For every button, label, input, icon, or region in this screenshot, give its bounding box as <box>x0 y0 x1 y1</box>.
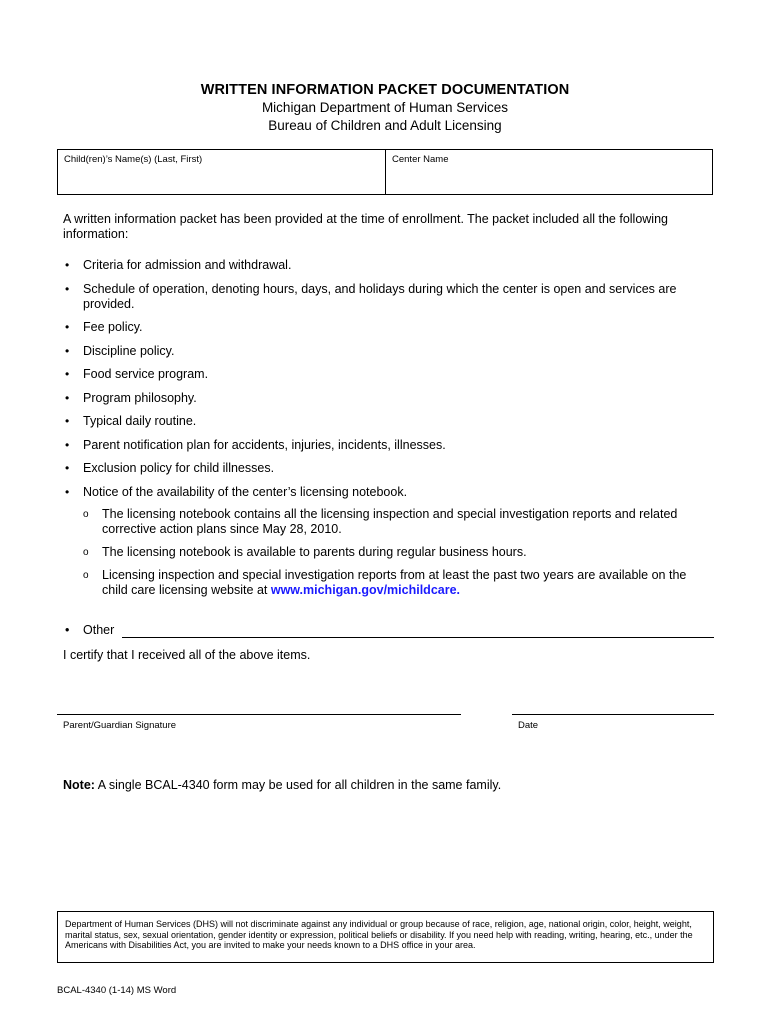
other-row <box>63 623 714 638</box>
date-line[interactable] <box>512 714 714 715</box>
form-identifier: BCAL-4340 (1-14) MS Word <box>57 985 177 996</box>
intro-paragraph: A written information packet has been provided at the time of enrollment. The packet included all the following information: <box>63 212 668 241</box>
licensing-notebook-sublist <box>83 507 713 598</box>
document-title: WRITTEN INFORMATION PACKET DOCUMENTATION <box>200 82 570 98</box>
list-item: • Typical daily routine. <box>65 414 197 428</box>
list-item: • Program philosophy. <box>65 390 197 405</box>
certification-statement: I certify that I received all of the above items. <box>63 648 311 662</box>
bullet-icon: • <box>65 390 70 405</box>
bullet-icon: • <box>65 414 70 428</box>
list-item: • Parent notification plan for accidents, injuries, incidents, illnesses. <box>65 437 446 452</box>
circle-bullet-icon: o <box>83 508 89 520</box>
bullet-icon: • <box>65 320 70 334</box>
other-label: Other <box>83 623 115 637</box>
circle-bullet-icon: o <box>83 569 89 581</box>
list-item: o The licensing notebook contains all the licensing inspection and special investigation reports and related corrective action plans since May 28, 2010. <box>83 506 678 536</box>
other-input-line[interactable] <box>122 623 714 638</box>
bullet-icon: • <box>65 461 70 475</box>
center-name-field[interactable] <box>386 150 712 194</box>
bullet-icon: • <box>65 281 70 296</box>
signature-line[interactable] <box>57 714 461 715</box>
bullet-icon: • <box>65 623 70 637</box>
circle-bullet-icon: o <box>83 546 89 558</box>
list-item: • Notice of the availability of the center’s licensing notebook. o The licensing notebook contains all the licensing inspection and special investigation reports and related corrective action plans since May 28, 2010. o The licensing notebook is available to parents during regular business hours. o Licensing inspection and special investigation reports from at least the past two years are available on the child care licensing website at www.michigan.gov/michildcare. <box>63 485 713 598</box>
list-item: o The licensing notebook is available to parents during regular business hours. <box>83 544 527 559</box>
bullet-icon: • <box>65 367 70 381</box>
bullet-icon: • <box>65 258 70 272</box>
list-item: • Fee policy. <box>65 320 143 334</box>
list-item: • Schedule of operation, denoting hours, days, and holidays during which the center is open and services are provided. <box>65 281 677 311</box>
list-item: • Food service program. <box>65 367 209 381</box>
nondiscrimination-disclaimer: Department of Human Services (DHS) will not discriminate against any individual or group because of race, religion, age, national origin, color, height, weight, marital status, sex, sexual orientation, gender identity or expression, political beliefs or disability. If you need help with reading, writing, hearing, etc., under the Americans with Disabilities Act, you are invited to make your needs known to a DHS office in your area. <box>57 911 714 963</box>
bureau-name: Bureau of Children and Adult Licensing <box>268 118 502 133</box>
date-label: Date <box>518 720 539 731</box>
bullet-icon: • <box>65 343 70 358</box>
list-item: o Licensing inspection and special investigation reports from at least the past two years are available on the child care licensing website at www.michigan.gov/michildcare. <box>83 567 687 597</box>
list-item: • Criteria for admission and withdrawal. <box>65 258 292 272</box>
note-paragraph <box>63 778 501 792</box>
packet-contents-list <box>63 258 713 606</box>
department-name: Michigan Department of Human Services <box>261 100 509 115</box>
note-text: A single BCAL-4340 form may be used for all children in the same family. <box>94 778 502 792</box>
list-item: • Exclusion policy for child illnesses. <box>65 461 275 475</box>
list-item: • Discipline policy. <box>65 343 175 358</box>
name-fields-box <box>57 149 713 195</box>
note-label: Note: <box>63 778 95 792</box>
signature-label: Parent/Guardian Signature <box>63 720 177 731</box>
children-names-label: Child(ren)’s Name(s) (Last, First) <box>64 154 203 165</box>
childcare-website-link[interactable]: www.michigan.gov/michildcare <box>270 582 457 597</box>
center-name-label: Center Name <box>392 154 449 165</box>
bullet-icon: • <box>65 484 70 499</box>
children-names-field[interactable] <box>58 150 386 194</box>
bullet-icon: • <box>65 437 70 452</box>
